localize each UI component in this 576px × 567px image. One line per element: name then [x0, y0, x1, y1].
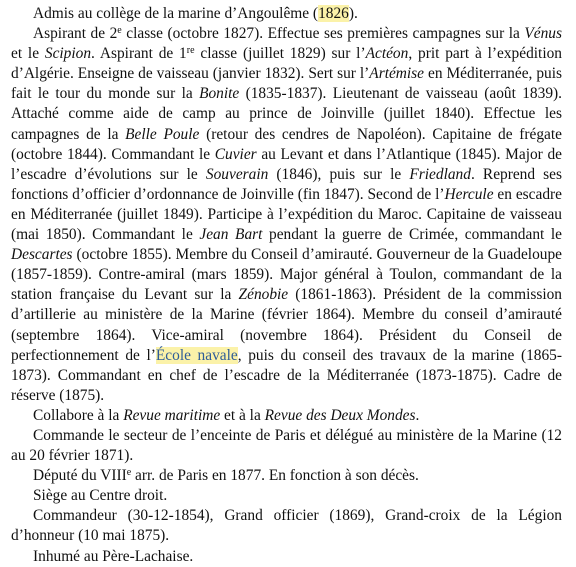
highlighted-year: 1826	[318, 5, 349, 22]
text-run: en escadre en Méditerranée (juillet 1849). Participe à l’expédition du Maroc. Capitaine de vaisseau (mai 1850). Commandant le	[11, 185, 562, 244]
italic-ship-or-title: Belle Poule	[125, 125, 200, 143]
text-run: , prit part à l’expédition d’Algérie. Enseigne de vaisseau (janvier 1832). Sert sur l’	[11, 45, 562, 83]
text-run: arr. de Paris en 1877. En fonction à son décès.	[131, 467, 419, 485]
text-run: au Levant et dans l’Atlantique (1845). Major de l’escadre d’évolutions sur le	[11, 145, 562, 183]
italic-ship-or-title: Scipion	[44, 45, 92, 63]
italic-ship-or-title: Jean Bart	[199, 226, 263, 244]
text-run: ).	[348, 5, 358, 22]
biography-document	[11, 4, 562, 567]
text-run: en Méditerranée, puis fait le tour du monde sur la	[11, 65, 562, 103]
paragraph	[11, 4, 562, 24]
text-run: Admis au collège de la marine d’Angoulême (	[33, 5, 319, 22]
italic-ship-or-title: Descartes	[11, 246, 73, 264]
paragraph	[11, 547, 562, 567]
italic-ship-or-title: Revue des Deux Mondes	[264, 406, 416, 424]
paragraph	[11, 426, 562, 466]
italic-ship-or-title: Vénus	[524, 25, 562, 43]
italic-ship-or-title: Bonite	[199, 85, 240, 103]
paragraph	[11, 406, 562, 426]
text-run: Siège au Centre droit.	[33, 487, 168, 505]
italic-ship-or-title: Souverain	[205, 165, 269, 183]
paragraph	[11, 506, 562, 546]
text-run: (octobre 1855). Membre du Conseil d’amirauté. Gouverneur de la Guadeloupe (1857-1859). Contre-amiral (mars 1859). Major général à Toulon, commandant de la station française du Levant sur la	[11, 246, 562, 304]
text-run: (1835-1837). Lieutenant de vaisseau (août 1839). Attaché comme aide de camp au prince de Joinville (juillet 1840). Effectue les campagnes de la	[11, 85, 562, 143]
text-run: Collabore à la	[33, 406, 124, 424]
text-run: et à la	[220, 406, 265, 424]
text-run: . Aspirant de 1	[91, 45, 187, 63]
text-run: classe (octobre 1827). Effectue ses premières campagnes sur la	[121, 25, 525, 43]
text-run: (1861-1863). Président de la commission d’artillerie au ministère de la Marine (février 1864). Membre du conseil d’amirauté (septembre 1864). Vice-amiral (novembre 1864). Président du Conseil de perfectionnement de l’	[11, 286, 563, 364]
text-run: , puis du conseil des travaux de la marine (1865-1873). Commandant en chef de l’escadre de la Méditerranée (1873-1875). Cadre de réserve (1875).	[11, 346, 563, 404]
text-run: Commandeur (30-12-1854), Grand officier (1869), Grand-croix de la Légion d’honneur (10 mai 1875).	[11, 507, 562, 545]
text-run: pendant la guerre de Crimée, commandant le	[262, 226, 562, 244]
text-run: .	[415, 406, 420, 424]
italic-ship-or-title: Cuvier	[214, 145, 257, 163]
italic-ship-or-title: Revue maritime	[123, 406, 221, 424]
superscript-text: re	[186, 45, 195, 57]
text-run: (retour des cendres de Napoléon). Capitaine de frégate (octobre 1844). Commandant le	[11, 125, 562, 163]
text-run: classe (juillet 1829) sur l’	[194, 45, 366, 63]
text-run: Député du VIII	[33, 467, 127, 485]
text-run: Commande le secteur de l’enceinte de Paris et délégué au ministère de la Marine (12 au 20 février 1871).	[11, 426, 562, 465]
italic-ship-or-title: Actéon	[365, 45, 409, 63]
text-run: et le	[11, 45, 45, 63]
italic-ship-or-title: Artémise	[369, 65, 425, 83]
italic-ship-or-title: Friedland	[409, 165, 471, 183]
text-run: . Reprend ses fonctions d’officier d’ordonnance de Joinville (fin 1847). Second de l’	[11, 165, 562, 203]
superscript-text: e	[117, 25, 122, 37]
superscript-text: e	[126, 467, 132, 479]
paragraph	[11, 486, 562, 506]
text-run: Aspirant de 2	[33, 25, 118, 43]
paragraph	[11, 466, 562, 486]
italic-ship-or-title: Hercule	[444, 185, 494, 203]
italic-ship-or-title: Zénobie	[238, 286, 289, 304]
ecole-navale-link[interactable]: École navale	[155, 346, 238, 364]
text-run: Inhumé au Père-Lachaise.	[33, 547, 194, 565]
paragraph	[11, 24, 562, 406]
text-run: (1846), puis sur le	[268, 165, 410, 183]
